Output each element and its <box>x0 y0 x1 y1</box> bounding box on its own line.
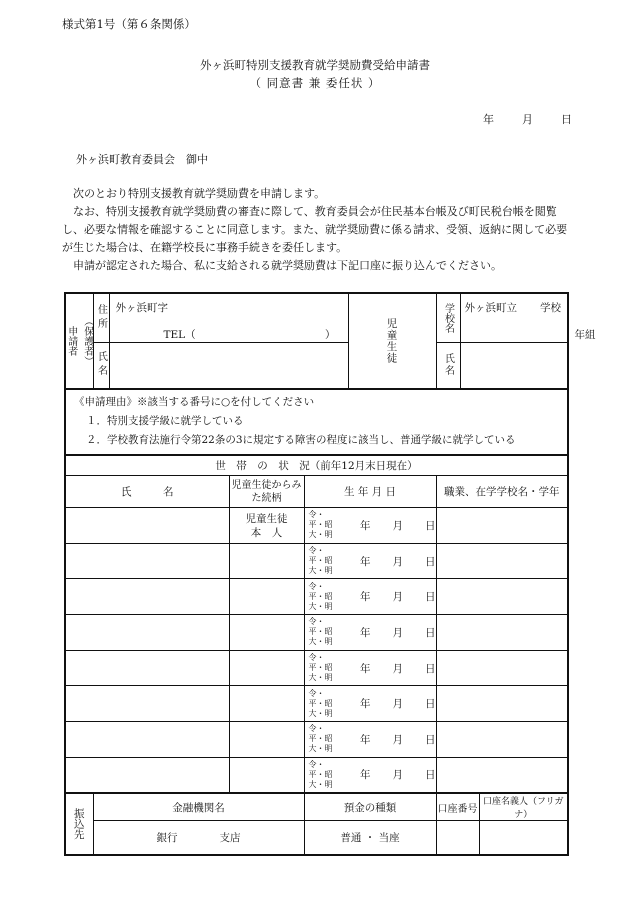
dob-month-label: 月 <box>392 519 404 532</box>
tel-close: ） <box>325 329 336 341</box>
era-line-2: 大・明 <box>308 708 333 718</box>
date-line <box>483 111 572 127</box>
era-line-2: 大・明 <box>308 566 333 576</box>
school-label: 学校名 <box>442 303 454 333</box>
household-dob-field[interactable] <box>304 686 436 722</box>
era-line-2: 大・明 <box>308 530 333 540</box>
reason-heading: 《申請理由》※該当する番号に○を付してください <box>74 395 315 408</box>
applicant-name-field[interactable] <box>109 343 348 389</box>
self-label: 児童生徒本 人 <box>245 513 288 539</box>
era-line-2: 大・明 <box>308 673 333 683</box>
household-row <box>65 579 568 615</box>
household-dob-field[interactable] <box>304 650 436 686</box>
household-job-field[interactable] <box>436 579 568 615</box>
application-table <box>64 292 596 856</box>
address-value: 外ヶ浜町字 <box>115 302 168 314</box>
dob-year-label: 年 <box>360 591 371 604</box>
household-row <box>65 615 568 651</box>
household-relation-field[interactable] <box>229 579 304 615</box>
dob-month-label: 月 <box>392 555 404 568</box>
household-job-field[interactable] <box>436 722 568 758</box>
tel-label: TEL（ <box>163 329 196 341</box>
household-relation-field[interactable] <box>229 757 304 793</box>
era-options <box>309 653 339 683</box>
household-name-field[interactable] <box>65 757 229 793</box>
household-heading: 世 帯 の 状 況（前年12月末日現在） <box>65 455 568 476</box>
dob-year-label: 年 <box>360 662 371 675</box>
era-line-1: 令・平・昭 <box>308 653 333 673</box>
bank-label-cell <box>65 793 93 855</box>
household-name-field[interactable] <box>65 722 229 758</box>
era-line-1: 令・平・昭 <box>308 724 333 744</box>
dob-day-label: 日 <box>425 555 436 568</box>
applicant-name-label: 氏名 <box>95 351 107 380</box>
dob-month-label: 月 <box>392 733 404 746</box>
dob-month-label: 月 <box>392 662 404 675</box>
era-options <box>309 689 339 719</box>
household-dob-field[interactable] <box>304 615 436 651</box>
dob-day-label: 日 <box>425 733 436 746</box>
household-name-field[interactable] <box>65 543 229 579</box>
bank-col-name: 金融機関名 <box>93 793 304 821</box>
household-relation-field[interactable] <box>229 508 304 544</box>
applicant-label: 申請者 <box>65 325 77 356</box>
branch-suffix: 支店 <box>219 831 241 844</box>
dob-month-label: 月 <box>392 591 404 604</box>
dob-year-label: 年 <box>360 626 371 639</box>
household-job-field[interactable] <box>436 615 568 651</box>
dob-year-label: 年 <box>360 733 371 746</box>
bank-col-holder: 口座名義人（フリガナ） <box>479 793 568 821</box>
era-line-2: 大・明 <box>308 779 333 789</box>
era-line-1: 令・平・昭 <box>308 510 333 530</box>
era-options <box>309 617 339 647</box>
dob-month-label: 月 <box>392 769 404 782</box>
era-line-2: 大・明 <box>308 637 333 647</box>
school-field[interactable] <box>460 293 596 343</box>
bank-col-type: 預金の種類 <box>304 793 436 821</box>
student-name-label: 氏名 <box>442 353 454 378</box>
household-relation-field[interactable] <box>229 543 304 579</box>
era-options <box>309 582 339 612</box>
grade-class: 組 <box>585 329 596 341</box>
account-number-field[interactable] <box>436 821 479 855</box>
dob-day-label: 日 <box>425 769 436 782</box>
household-relation-field[interactable] <box>229 686 304 722</box>
school-prefix: 外ヶ浜町立 <box>464 302 518 314</box>
body-line-3: 申請が認定された場合、私に支給される就学奨励費は下記口座に振り込んでください。 <box>73 259 502 272</box>
era-line-1: 令・平・昭 <box>308 581 333 601</box>
household-row <box>65 543 568 579</box>
household-dob-field[interactable] <box>304 757 436 793</box>
dob-year-label: 年 <box>360 769 371 782</box>
household-name-field[interactable] <box>65 579 229 615</box>
household-relation-field[interactable] <box>229 650 304 686</box>
household-row <box>65 508 568 544</box>
col-dob: 生 年 月 日 <box>304 476 436 508</box>
era-line-2: 大・明 <box>308 601 333 611</box>
era-line-1: 令・平・昭 <box>308 546 333 566</box>
household-row <box>65 757 568 793</box>
dob-year-label: 年 <box>360 698 371 711</box>
era-line-2: 大・明 <box>308 744 333 754</box>
household-relation-field[interactable] <box>229 615 304 651</box>
account-holder-field[interactable] <box>479 821 568 855</box>
household-job-field[interactable] <box>436 686 568 722</box>
addressee: 外ヶ浜町教育委員会 御中 <box>76 153 208 166</box>
grade-year: 年 <box>574 329 586 341</box>
household-dob-field[interactable] <box>304 722 436 758</box>
household-name-field[interactable] <box>65 650 229 686</box>
bank-suffix: 銀行 <box>156 831 178 844</box>
date-day: 日 <box>561 113 572 126</box>
date-year: 年 <box>483 113 494 126</box>
era-options <box>309 510 339 540</box>
form-title: 外ヶ浜町特別支援教育就学奨励費受給申請書 <box>200 58 430 72</box>
form-number: 様式第1号（第６条関係） <box>62 17 196 31</box>
dob-year-label: 年 <box>360 519 371 532</box>
household-row <box>65 722 568 758</box>
col-relation: 児童生徒からみた続柄 <box>229 476 304 508</box>
household-job-field[interactable] <box>436 650 568 686</box>
student-label-cell <box>348 293 436 389</box>
student-name-field[interactable] <box>460 343 568 389</box>
era-line-1: 令・平・昭 <box>308 617 333 637</box>
body-line-1: 次のとおり特別支援教育就学奨励費を申請します。 <box>73 187 326 200</box>
household-name-field[interactable] <box>65 686 229 722</box>
student-name-label-cell <box>436 343 460 389</box>
household-relation-field[interactable] <box>229 722 304 758</box>
era-options <box>309 724 339 754</box>
bank-name-field[interactable] <box>93 821 304 855</box>
household-dob-field[interactable] <box>304 579 436 615</box>
col-job: 職業、在学学校名・学年 <box>436 476 568 508</box>
address-field[interactable] <box>109 293 348 343</box>
era-options <box>309 760 339 790</box>
dob-day-label: 日 <box>425 662 436 675</box>
era-line-1: 令・平・昭 <box>308 688 333 708</box>
school-label-cell <box>436 293 460 343</box>
dob-month-label: 月 <box>392 698 404 711</box>
household-name-field[interactable] <box>65 508 229 544</box>
applicant-label-cell <box>65 293 93 389</box>
household-row <box>65 650 568 686</box>
era-options <box>309 546 339 576</box>
dob-month-label: 月 <box>392 626 404 639</box>
name-label-cell <box>93 343 109 389</box>
student-label: 児童生徒 <box>385 317 398 364</box>
form-subtitle: （ 同意書 兼 委任状 ） <box>249 76 381 90</box>
dob-day-label: 日 <box>425 698 436 711</box>
household-job-field[interactable] <box>436 508 568 544</box>
body-line-2: なお、特別支援教育就学奨励費の審査に際して、教育委員会が住民基本台帳及び町民税台帳を閲覧し、必要な情報を確認することに同意します。また、就学奨励費に係る請求、受領、返納に関して必要が生じた場合は、在籍学校長に事務手続きを委任します。 <box>62 205 568 254</box>
era-line-1: 令・平・昭 <box>308 759 333 779</box>
address-label-cell <box>93 293 109 343</box>
address-label: 住所 <box>95 304 107 332</box>
reason-cell <box>65 389 568 455</box>
dob-day-label: 日 <box>425 626 436 639</box>
bank-col-number: 口座番号 <box>436 793 479 821</box>
reason-item-1[interactable]: １．特別支援学級に就学している <box>86 414 244 427</box>
household-job-field[interactable] <box>436 543 568 579</box>
deposit-type-field[interactable]: 普通 ・ 当座 <box>304 821 436 855</box>
dob-day-label: 日 <box>425 519 436 532</box>
bank-label: 振込先 <box>72 808 85 840</box>
col-name: 氏 名 <box>65 476 229 508</box>
household-dob-field[interactable] <box>304 543 436 579</box>
school-suffix: 学校 <box>540 302 562 314</box>
dob-year-label: 年 <box>360 555 371 568</box>
household-job-field[interactable] <box>436 757 568 793</box>
household-name-field[interactable] <box>65 615 229 651</box>
applicant-label-paren: （保護者） <box>81 315 93 366</box>
household-row <box>65 686 568 722</box>
dob-day-label: 日 <box>425 591 436 604</box>
body-text <box>62 185 572 275</box>
household-dob-field[interactable] <box>304 508 436 544</box>
reason-item-2[interactable]: ２．学校教育法施行令第22条の3に規定する障害の程度に該当し、普通学級に就学している <box>86 433 516 446</box>
date-month: 月 <box>522 113 533 126</box>
